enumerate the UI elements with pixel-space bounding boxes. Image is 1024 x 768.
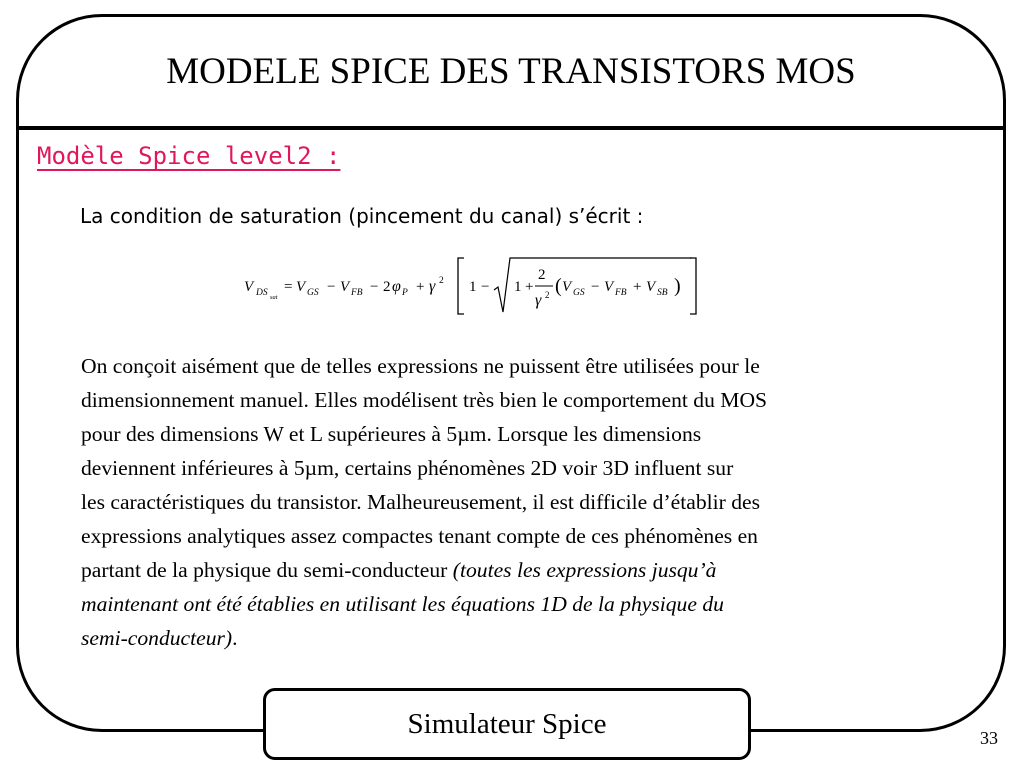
- paragraph-line: [81, 621, 991, 655]
- body-paragraph: [81, 349, 991, 655]
- formula-symbol: γ: [429, 278, 436, 295]
- paragraph-line: On conçoit aisément que de telles expressions ne puissent être utilisées pour le: [81, 354, 760, 378]
- formula-subscript: P: [402, 288, 408, 298]
- formula-symbol: V: [296, 279, 306, 295]
- formula-number: 1: [469, 279, 477, 295]
- formula-subscript: sat: [270, 294, 278, 301]
- formula-right-bracket: [690, 258, 696, 314]
- paragraph-line: [81, 587, 991, 621]
- formula-operator: −: [327, 279, 336, 295]
- paragraph-text: .: [232, 626, 238, 650]
- formula-subscript: GS: [573, 288, 585, 298]
- paragraph-line: les caractéristiques du transistor. Malheureusement, il est difficile d’établir des: [81, 490, 760, 514]
- paragraph-italic-note: maintenant ont été établies en utilisant les équations 1D de la physique du: [81, 592, 724, 616]
- formula-operator: +: [633, 279, 642, 295]
- paragraph-line: dimensionnement manuel. Elles modélisent très bien le comportement du MOS: [81, 388, 768, 412]
- header-divider: [16, 126, 1006, 130]
- formula-symbol: V: [604, 279, 614, 295]
- formula-subscript: FB: [351, 288, 363, 298]
- paragraph-line: expressions analytiques assez compactes tenant compte de ces phénomènes en: [81, 524, 758, 548]
- intro-text: La condition de saturation (pincement du canal) s’écrit :: [80, 204, 644, 228]
- formula-operator: +: [525, 279, 534, 295]
- formula-symbol: V: [244, 279, 254, 295]
- formula-number: 1: [514, 279, 522, 295]
- paragraph-italic-note: (toutes les expressions jusqu’à: [452, 558, 717, 582]
- formula-denominator: γ: [535, 292, 542, 309]
- footer-title: Simulateur Spice: [407, 708, 607, 740]
- paragraph-line: pour des dimensions W et L supérieures à 5µm. Lorsque les dimensions: [81, 422, 702, 446]
- formula-operator: =: [284, 279, 293, 295]
- paragraph-text: partant de la physique du semi-conducteur: [81, 558, 453, 582]
- formula-paren-right: ): [674, 275, 681, 297]
- page-number: 33: [980, 728, 998, 748]
- formula-operator: −: [481, 279, 490, 295]
- formula-operator: −: [591, 279, 600, 295]
- formula-symbol: V: [340, 279, 350, 295]
- formula-superscript: 2: [545, 290, 550, 300]
- formula-symbol: V: [646, 279, 656, 295]
- formula-subscript: FB: [615, 288, 627, 298]
- paragraph-italic-note: semi-conducteur): [81, 626, 233, 650]
- formula-subscript: GS: [307, 288, 319, 298]
- formula-subscript: DS: [256, 288, 268, 298]
- saturation-formula: [240, 254, 710, 318]
- formula-left-bracket: [458, 258, 464, 314]
- formula-subscript: SB: [657, 288, 668, 298]
- section-heading: Modèle Spice level2 :: [37, 142, 341, 170]
- paragraph-line: deviennent inférieures à 5µm, certains phénomènes 2D voir 3D influent sur: [81, 456, 734, 480]
- formula-paren-left: (: [555, 275, 562, 297]
- formula-symbol: V: [562, 279, 572, 295]
- formula-numerator: 2: [538, 267, 546, 283]
- formula-operator: +: [416, 279, 425, 295]
- formula-symbol: φ: [392, 278, 401, 295]
- formula-superscript: 2: [439, 276, 444, 286]
- formula-number: 2: [383, 279, 391, 295]
- slide-title: MODELE SPICE DES TRANSISTORS MOS: [166, 51, 856, 92]
- paragraph-line: [81, 553, 991, 587]
- formula-operator: −: [370, 279, 379, 295]
